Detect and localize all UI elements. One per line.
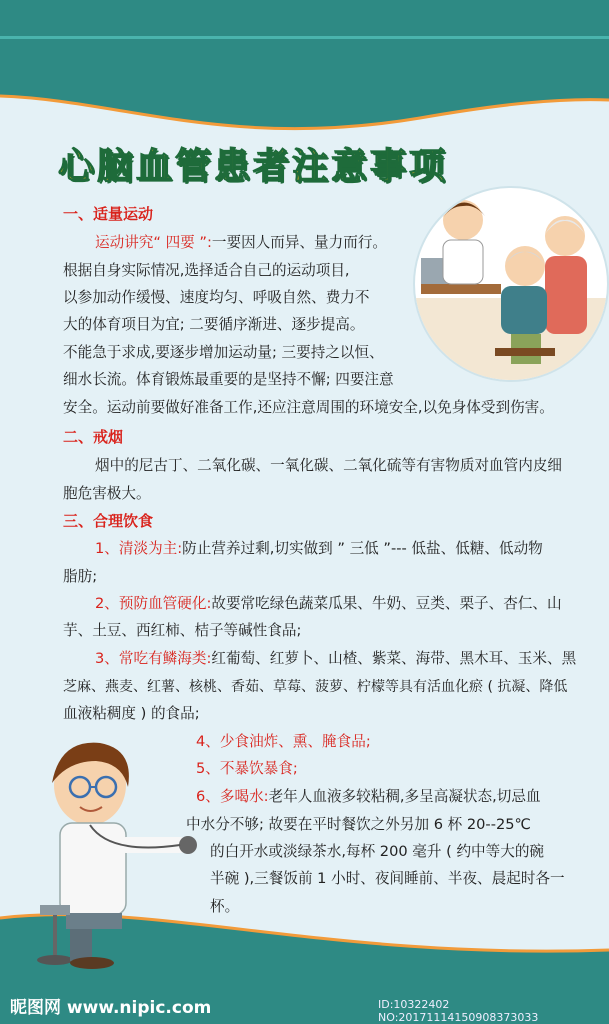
section-heading-diet: 三、合理饮食 (63, 512, 154, 530)
diet-item-3 (95, 650, 576, 668)
paragraph-line: 根据自身实际情况,选择适合自己的运动项目, (63, 262, 350, 279)
doctor-stethoscope-icon (30, 735, 205, 970)
site-logo: 昵图网 www.nipic.com (10, 998, 212, 1018)
paragraph-line: 胞危害极大。 (63, 485, 151, 502)
diet-item-6 (196, 788, 541, 806)
item-label: 1、清淡为主: (95, 540, 183, 557)
diet-item-1 (95, 540, 543, 558)
section-heading-smoking: 二、戒烟 (63, 428, 124, 446)
text-run: 防止营养过剩,切实做到 ” 三低 ”--- 低盐、低糖、低动物 (182, 540, 543, 557)
item-label: 6、多喝水: (196, 788, 269, 805)
paragraph-line: 脂肪; (63, 568, 98, 585)
paragraph-line: 半碗 ),三餐饭前 1 小时、夜间睡前、半夜、晨起时各一 (210, 870, 565, 887)
text-run: 老年人血液多较粘稠,多呈高凝状态,切忌血 (268, 788, 541, 805)
paragraph-line: 芋、土豆、西红柿、桔子等碱性食品; (63, 622, 302, 639)
diet-item-4: 4、少食油炸、熏、腌食品; (196, 733, 371, 750)
paragraph-line: 烟中的尼古丁、二氧化碳、一氧化碳、二氧化硫等有害物质对血管内皮细 (95, 457, 563, 474)
section-heading-exercise: 一、适量运动 (63, 205, 154, 223)
paragraph-line: 不能急于求成,要逐步增加运动量; 三要持之以恒、 (63, 344, 384, 361)
item-label: 3、常吃有鳞海类: (95, 650, 212, 667)
paragraph-line: 以参加动作缓慢、速度均匀、呼吸自然、费力不 (63, 289, 370, 306)
paragraph-line: 的白开水或淡绿茶水,每杯 200 毫升 ( 约中等大的碗 (210, 843, 545, 860)
paragraph-line: 血液粘稠度 ) 的食品; (63, 705, 200, 722)
paragraph-line: 中水分不够; 故要在平时餐饮之外另加 6 杯 20--25℃ (186, 816, 531, 833)
item-label: 2、预防血管硬化: (95, 595, 212, 612)
doctor-consult-icon (415, 188, 607, 380)
diet-item-2 (95, 595, 562, 613)
paragraph-line: 安全。运动前要做好准备工作,还应注意周围的环境安全,以免身体受到伤害。 (63, 399, 554, 416)
paragraph-line: 大的体育项目为宜; 二要循序渐进、逐步提高。 (63, 316, 365, 333)
highlight-label: 运动讲究“ 四要 ”: (95, 234, 212, 251)
text-run: 红葡萄、红萝卜、山楂、紫菜、海带、黑木耳、玉米、黑 (211, 650, 577, 667)
text-run: 一要因人而异、量力而行。 (211, 234, 388, 251)
image-id: ID:10322402 NO:20171114150908373033 (378, 998, 539, 1024)
text-run: 故要常吃绿色蔬菜瓜果、牛奶、豆类、栗子、杏仁、山 (211, 595, 562, 612)
paragraph-line: 细水长流。体育锻炼最重要的是坚持不懈; 四要注意 (63, 371, 394, 388)
page-title: 心脑血管患者注意事项 (58, 146, 449, 187)
diet-item-5: 5、不暴饮暴食; (196, 760, 298, 777)
doctor-patients-illustration (413, 186, 609, 382)
paragraph-line: 芝麻、燕麦、红薯、核桃、香茹、草莓、菠萝、柠檬等具有活血化瘀 ( 抗凝、降低 (63, 679, 568, 695)
paragraph-line (95, 234, 387, 252)
paragraph-line: 杯。 (210, 898, 240, 915)
